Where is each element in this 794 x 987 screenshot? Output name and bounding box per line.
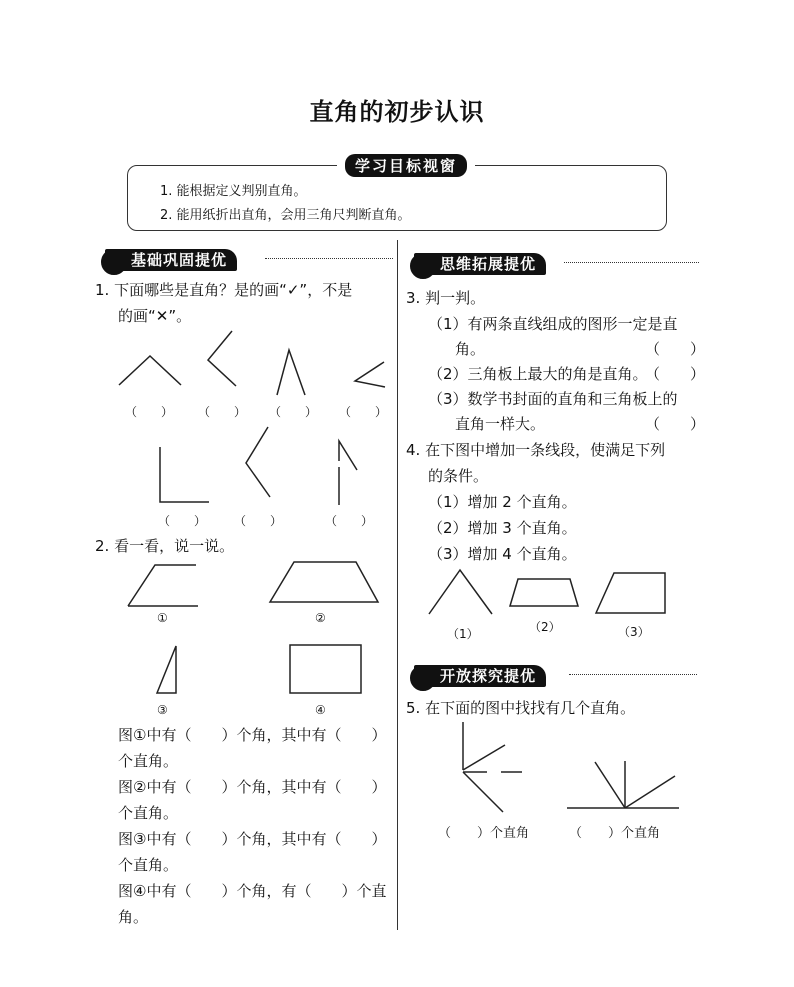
q2-line: 图③中有（ ）个角，其中有（ ）: [118, 830, 387, 848]
goal-item: 1. 能根据定义判别直角。: [160, 184, 307, 199]
q3-line: （1）有两条直线组成的图形一定是直: [428, 315, 678, 333]
q3-line: （3）数学书封面的直角和三角板上的: [428, 390, 678, 408]
q2-heading: 2. 看一看，说一说。: [95, 537, 235, 555]
q5-fig1-diag-up: [463, 745, 505, 770]
q1-blank-d[interactable]: （ ）: [339, 405, 388, 419]
q2-line: 个直角。: [118, 752, 179, 770]
q4-line1: 4. 在下图中增加一条线段，使满足下列: [406, 441, 666, 459]
q2-line: 图②中有（ ）个角，其中有（ ）: [118, 778, 387, 796]
q3-blank-1[interactable]: （ ）: [645, 340, 706, 358]
q3-line: 角。: [455, 340, 486, 358]
q3-heading: 3. 判一判。: [406, 289, 486, 307]
q4-item: （3）增加 4 个直角。: [428, 545, 577, 563]
q5-fig1-diag-down: [463, 772, 503, 812]
q5-fig2-left-diag: [595, 762, 625, 808]
q1-blank-c[interactable]: （ ）: [269, 405, 318, 419]
q2-line: 个直角。: [118, 856, 179, 874]
q1-line2: 的画“✕”。: [118, 307, 192, 325]
q2-fig-label-1: ①: [157, 611, 168, 625]
goals-heading-label: 学习目标视窗: [345, 154, 467, 177]
q2-fig-label-3: ③: [157, 703, 168, 717]
q5-heading: 5. 在下面的图中找找有几个直角。: [406, 699, 636, 717]
q1-blank-g[interactable]: （ ）: [325, 514, 374, 528]
q2-fig-label-2: ②: [315, 611, 326, 625]
q4-line2: 的条件。: [428, 467, 489, 485]
q2-line: 图④中有（ ）个角，有（ ）个直: [118, 882, 387, 900]
q3-blank-3[interactable]: （ ）: [645, 415, 706, 433]
q1-blank-f[interactable]: （ ）: [234, 514, 283, 528]
section-open-heading: 开放探究提优: [414, 665, 546, 687]
q3-blank-2[interactable]: （ ）: [645, 365, 706, 383]
q4-item: （2）增加 3 个直角。: [428, 519, 577, 537]
q2-line: 角。: [118, 908, 149, 926]
q4-fig-label-3: （3）: [618, 625, 650, 639]
q1-line1: 1. 下面哪些是直角？是的画“✓”，不是: [95, 281, 353, 299]
q3-line: （2）三角板上最大的角是直角。: [428, 365, 648, 383]
q2-fig-label-4: ④: [315, 703, 326, 717]
q2-line: 图①中有（ ）个角，其中有（ ）: [118, 726, 387, 744]
q3-line: 直角一样大。: [455, 415, 546, 433]
q4-item: （1）增加 2 个直角。: [428, 493, 577, 511]
q1-blank-e[interactable]: （ ）: [158, 514, 207, 528]
page-title: 直角的初步认识: [309, 98, 485, 126]
q5-answer-2[interactable]: （ ）个直角: [569, 826, 661, 841]
q1-blank-b[interactable]: （ ）: [198, 405, 247, 419]
goal-item: 2. 能用纸折出直角，会用三角尺判断直角。: [160, 208, 411, 223]
q2-line: 个直角。: [118, 804, 179, 822]
q4-fig-label-1: （1）: [447, 627, 479, 641]
section-basic-heading: 基础巩固提优: [105, 249, 237, 271]
q5-answer-1[interactable]: （ ）个直角: [438, 826, 530, 841]
q4-fig-label-2: （2）: [529, 620, 561, 634]
q1-blank-a[interactable]: （ ）: [125, 405, 174, 419]
q5-fig2-right-diag: [625, 776, 675, 808]
section-thinking-heading: 思维拓展提优: [414, 253, 546, 275]
